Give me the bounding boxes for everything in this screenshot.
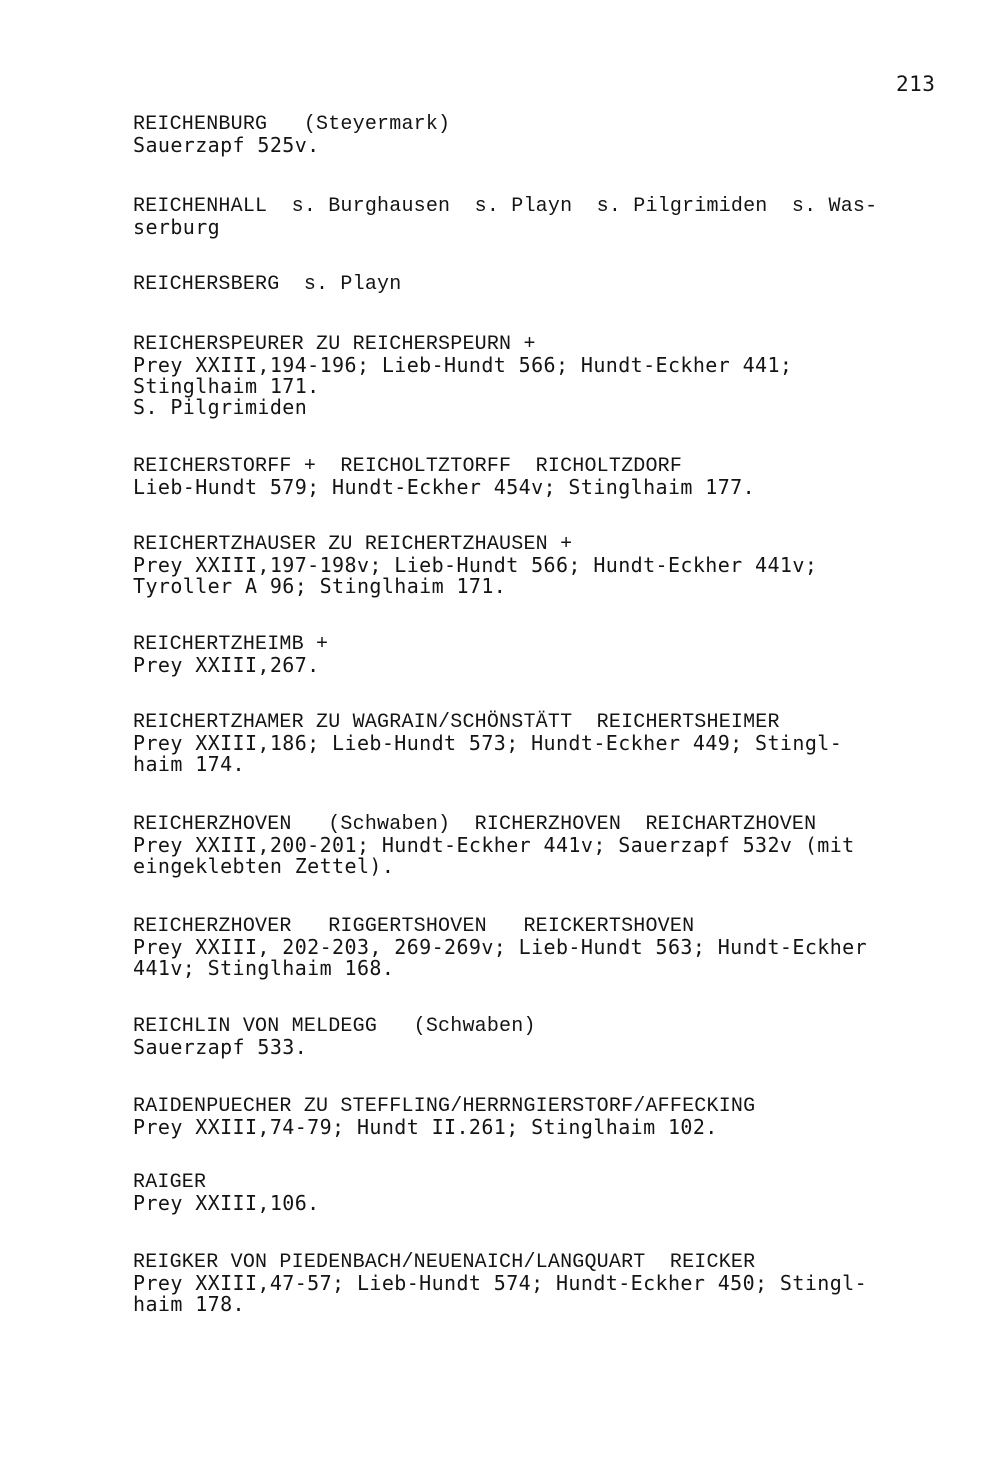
entry-reference: S. Pilgrimiden bbox=[133, 395, 308, 419]
entry-heading: REICHERSPEURER ZU REICHERSPEURN + bbox=[133, 333, 536, 356]
entry-heading: REICHERTZHAUSER ZU REICHERTZHAUSEN + bbox=[133, 533, 573, 556]
entry-reference: Prey XXIII,200-201; Hundt-Eckher 441v; Sauerzapf 532v (mit bbox=[133, 833, 855, 857]
entry-reference: Stinglhaim 171. bbox=[133, 374, 320, 398]
entry-heading: REICHERZHOVEN (Schwaben) RICHERZHOVEN REICHARTZHOVEN bbox=[133, 813, 817, 836]
entry-reference: serburg bbox=[133, 215, 221, 239]
entry-heading: REIGKER VON PIEDENBACH/NEUENAICH/LANGQUART REICKER bbox=[133, 1251, 756, 1274]
entry-heading: REICHERTZHEIMB + bbox=[133, 633, 329, 656]
entry-reference: Prey XXIII,74-79; Hundt II.261; Stinglhaim 102. bbox=[133, 1115, 718, 1139]
entry-reichersberg bbox=[133, 274, 973, 295]
entry-reichlin-von-meldegg bbox=[133, 1016, 973, 1058]
entry-heading: RAIDENPUECHER ZU STEFFLING/HERRNGIERSTORF/AFFECKING bbox=[133, 1095, 756, 1118]
entry-reichenhall bbox=[133, 196, 973, 238]
entry-reichenburg bbox=[133, 114, 973, 156]
entry-reference: Prey XXIII,186; Lieb-Hundt 573; Hundt-Eckher 449; Stingl- bbox=[133, 731, 843, 755]
entry-reichertzhamer bbox=[133, 712, 973, 775]
entry-heading: REICHERZHOVER RIGGERTSHOVEN REICKERTSHOVEN bbox=[133, 915, 695, 938]
entry-reference: Sauerzapf 533. bbox=[133, 1035, 308, 1059]
page-number: 213 bbox=[896, 72, 936, 96]
entry-heading: REICHLIN VON MELDEGG (Schwaben) bbox=[133, 1015, 536, 1038]
entry-reicherstorff bbox=[133, 456, 973, 498]
entry-reichertzheimb bbox=[133, 634, 973, 676]
entry-reference: Prey XXIII,197-198v; Lieb-Hundt 566; Hundt-Eckher 441v; bbox=[133, 553, 818, 577]
entry-heading: REICHENHALL s. Burghausen s. Playn s. Pilgrimiden s. Was- bbox=[133, 195, 878, 218]
entry-raidenpuecher bbox=[133, 1096, 973, 1138]
entry-reference: Prey XXIII, 202-203, 269-269v; Lieb-Hundt 563; Hundt-Eckher bbox=[133, 935, 868, 959]
entry-reference: eingeklebten Zettel). bbox=[133, 854, 395, 878]
entry-reference: Prey XXIII,106. bbox=[133, 1191, 320, 1215]
entry-reference: Prey XXIII,194-196; Lieb-Hundt 566; Hundt-Eckher 441; bbox=[133, 353, 793, 377]
entry-reference: 441v; Stinglhaim 168. bbox=[133, 956, 395, 980]
entry-reference: Prey XXIII,267. bbox=[133, 653, 320, 677]
entry-raiger bbox=[133, 1172, 973, 1214]
entry-heading: REICHERSBERG s. Playn bbox=[133, 273, 402, 296]
entry-reference: Sauerzapf 525v. bbox=[133, 133, 320, 157]
entry-heading: REICHERTZHAMER ZU WAGRAIN/SCHÖNSTÄTT REICHERTSHEIMER bbox=[133, 711, 780, 734]
entry-reference: Lieb-Hundt 579; Hundt-Eckher 454v; Stinglhaim 177. bbox=[133, 475, 756, 499]
entry-heading: RAIGER bbox=[133, 1171, 207, 1194]
entry-reicherspeurer bbox=[133, 334, 973, 418]
entry-heading: REICHERSTORFF + REICHOLTZTORFF RICHOLTZDORF bbox=[133, 455, 683, 478]
entry-reference: haim 178. bbox=[133, 1292, 245, 1316]
entry-reichertzhauser bbox=[133, 534, 973, 597]
entry-reicherzhover bbox=[133, 916, 973, 979]
entry-reicherzhoven bbox=[133, 814, 973, 877]
entry-reference: Tyroller A 96; Stinglhaim 171. bbox=[133, 574, 507, 598]
entry-reference: haim 174. bbox=[133, 752, 245, 776]
entry-reference: Prey XXIII,47-57; Lieb-Hundt 574; Hundt-Eckher 450; Stingl- bbox=[133, 1271, 868, 1295]
entry-reigker bbox=[133, 1252, 973, 1315]
entry-heading: REICHENBURG (Steyermark) bbox=[133, 113, 451, 136]
